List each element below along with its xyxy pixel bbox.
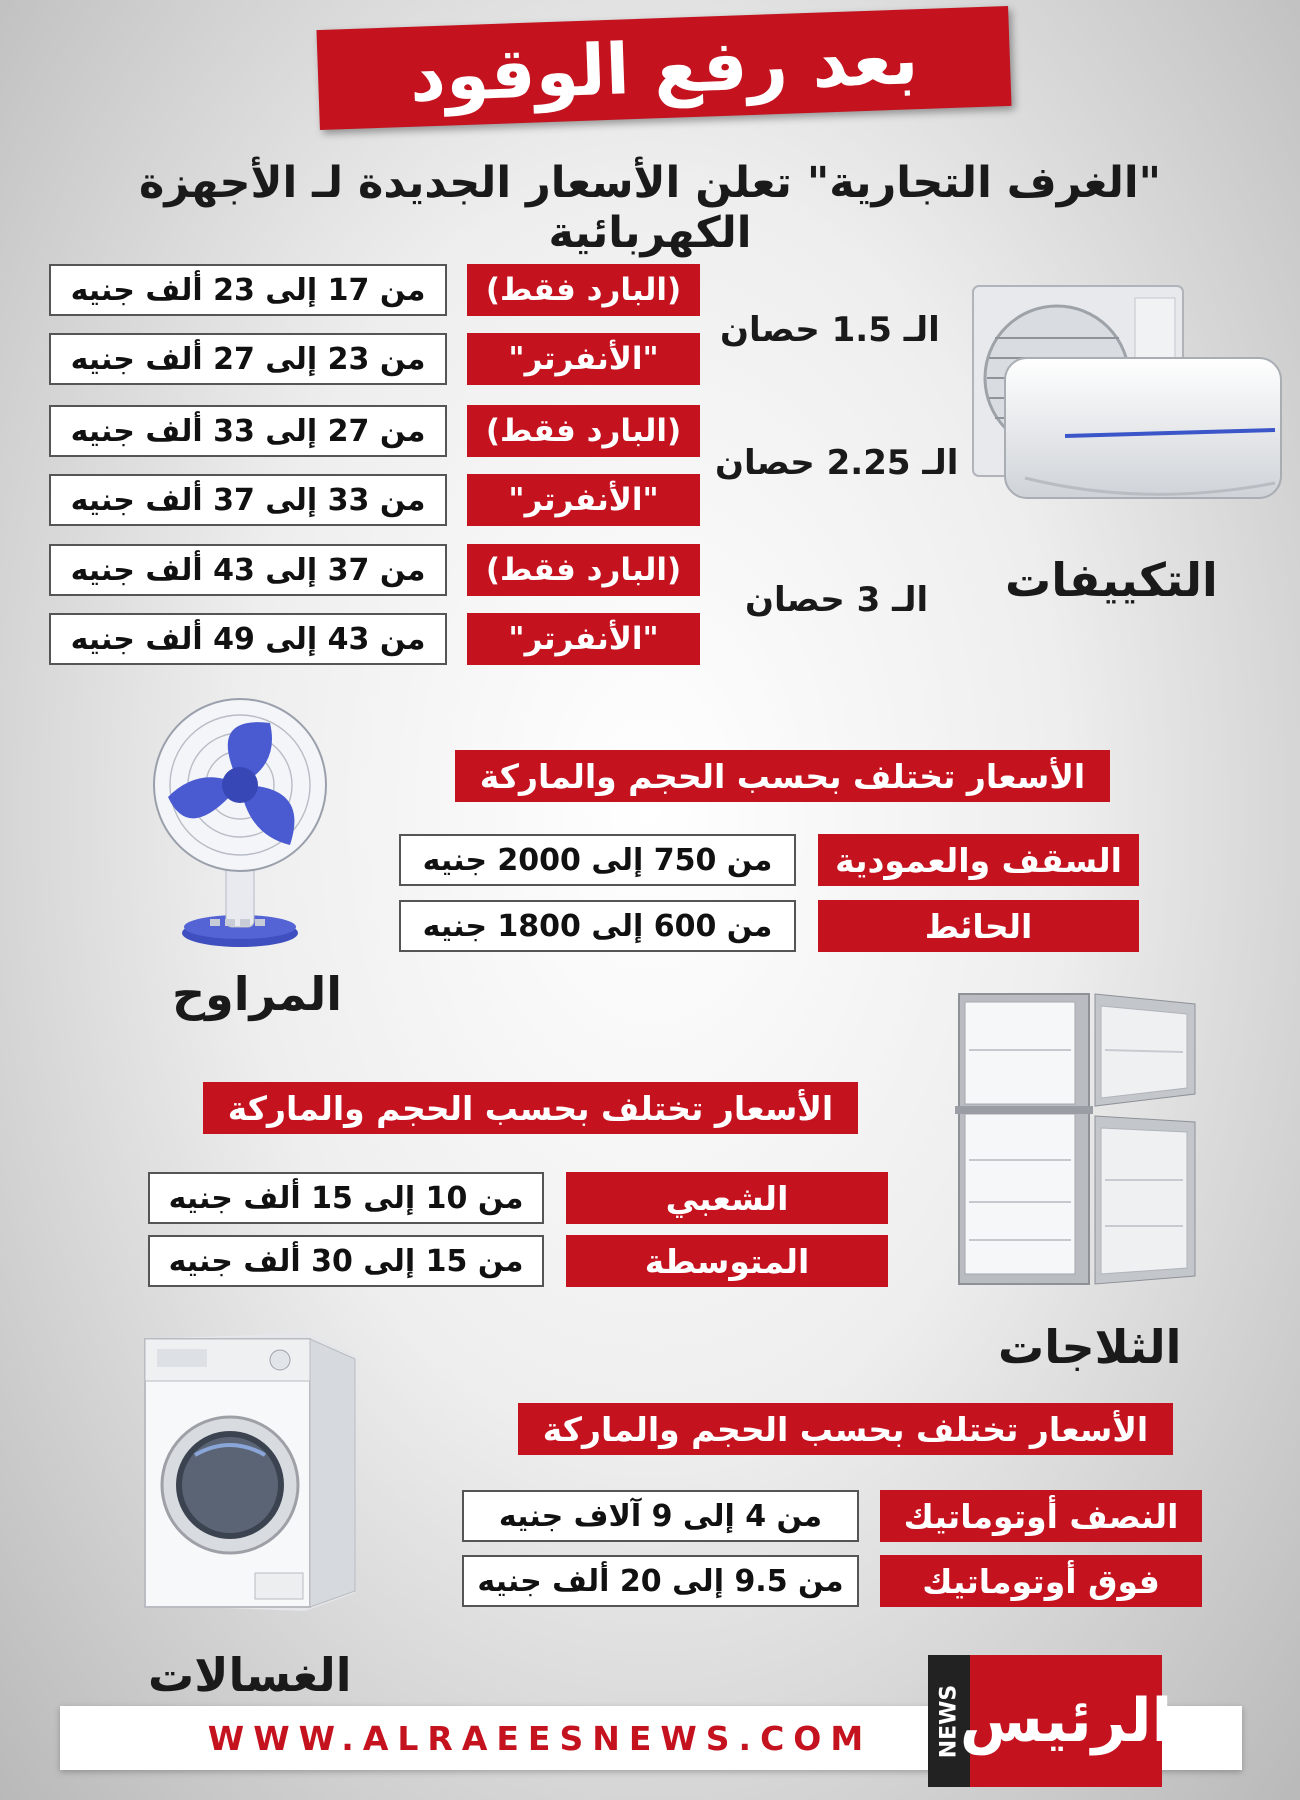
category-air-conditioners: التكييفات: [1005, 553, 1218, 607]
washers-price-1: من 4 إلى 9 آلاف جنيه: [462, 1490, 859, 1542]
ac-capacity-1: الـ 1.5 حصان: [720, 310, 940, 350]
fans-type-2: الحائط: [818, 900, 1139, 952]
fridges-note: الأسعار تختلف بحسب الحجم والماركة: [203, 1082, 858, 1134]
page-title: بعد رفع الوقود: [408, 18, 920, 118]
title-banner: [316, 6, 1011, 130]
ac-capacity-2: الـ 2.25 حصان: [715, 443, 959, 483]
fans-type-1: السقف والعمودية: [818, 834, 1139, 886]
fans-price-2: من 600 إلى 1800 جنيه: [399, 900, 796, 952]
logo-news-text: NEWS: [936, 1684, 962, 1758]
ac-price-4: من 33 إلى 37 ألف جنيه: [49, 474, 447, 526]
fans-price-1: من 750 إلى 2000 جنيه: [399, 834, 796, 886]
fridges-type-2: المتوسطة: [566, 1235, 888, 1287]
brand-logo-text: الرئيس: [959, 1686, 1173, 1756]
washers-type-1: النصف أوتوماتيك: [880, 1490, 1202, 1542]
ac-price-6: من 43 إلى 49 ألف جنيه: [49, 613, 447, 665]
ac-type-3: (البارد فقط): [467, 405, 700, 457]
washers-price-2: من 9.5 إلى 20 ألف جنيه: [462, 1555, 859, 1607]
washing-machine-icon: [135, 1325, 375, 1615]
ac-price-5: من 37 إلى 43 ألف جنيه: [49, 544, 447, 596]
fridges-price-2: من 15 إلى 30 ألف جنيه: [148, 1235, 544, 1287]
fans-note: الأسعار تختلف بحسب الحجم والماركة: [455, 750, 1110, 802]
category-washing-machines: الغسالات: [148, 1648, 352, 1702]
page-subtitle: "الغرف التجارية" تعلن الأسعار الجديدة لـ الأجهزة الكهربائية: [138, 158, 1162, 258]
ac-price-1: من 17 إلى 23 ألف جنيه: [49, 264, 447, 316]
ac-price-2: من 23 إلى 27 ألف جنيه: [49, 333, 447, 385]
fridges-price-1: من 10 إلى 15 ألف جنيه: [148, 1172, 544, 1224]
ac-type-4: "الأنفرتر": [467, 474, 700, 526]
washers-type-2: فوق أوتوماتيك: [880, 1555, 1202, 1607]
ac-type-6: "الأنفرتر": [467, 613, 700, 665]
ac-price-3: من 27 إلى 33 ألف جنيه: [49, 405, 447, 457]
ac-type-2: "الأنفرتر": [467, 333, 700, 385]
category-fans: المراوح: [172, 967, 343, 1021]
air-conditioner-icon: [965, 278, 1285, 538]
washers-note: الأسعار تختلف بحسب الحجم والماركة: [518, 1403, 1173, 1455]
fan-icon: [130, 695, 350, 955]
ac-type-5: (البارد فقط): [467, 544, 700, 596]
category-refrigerators: الثلاجات: [998, 1320, 1182, 1374]
brand-logo: [959, 1655, 1173, 1787]
website-link[interactable]: WWW.ALRAEESNEWS.COM: [207, 1718, 873, 1758]
ac-capacity-3: الـ 3 حصان: [745, 580, 929, 620]
ac-type-1: (البارد فقط): [467, 264, 700, 316]
refrigerator-icon: [955, 990, 1205, 1290]
fridges-type-1: الشعبي: [566, 1172, 888, 1224]
